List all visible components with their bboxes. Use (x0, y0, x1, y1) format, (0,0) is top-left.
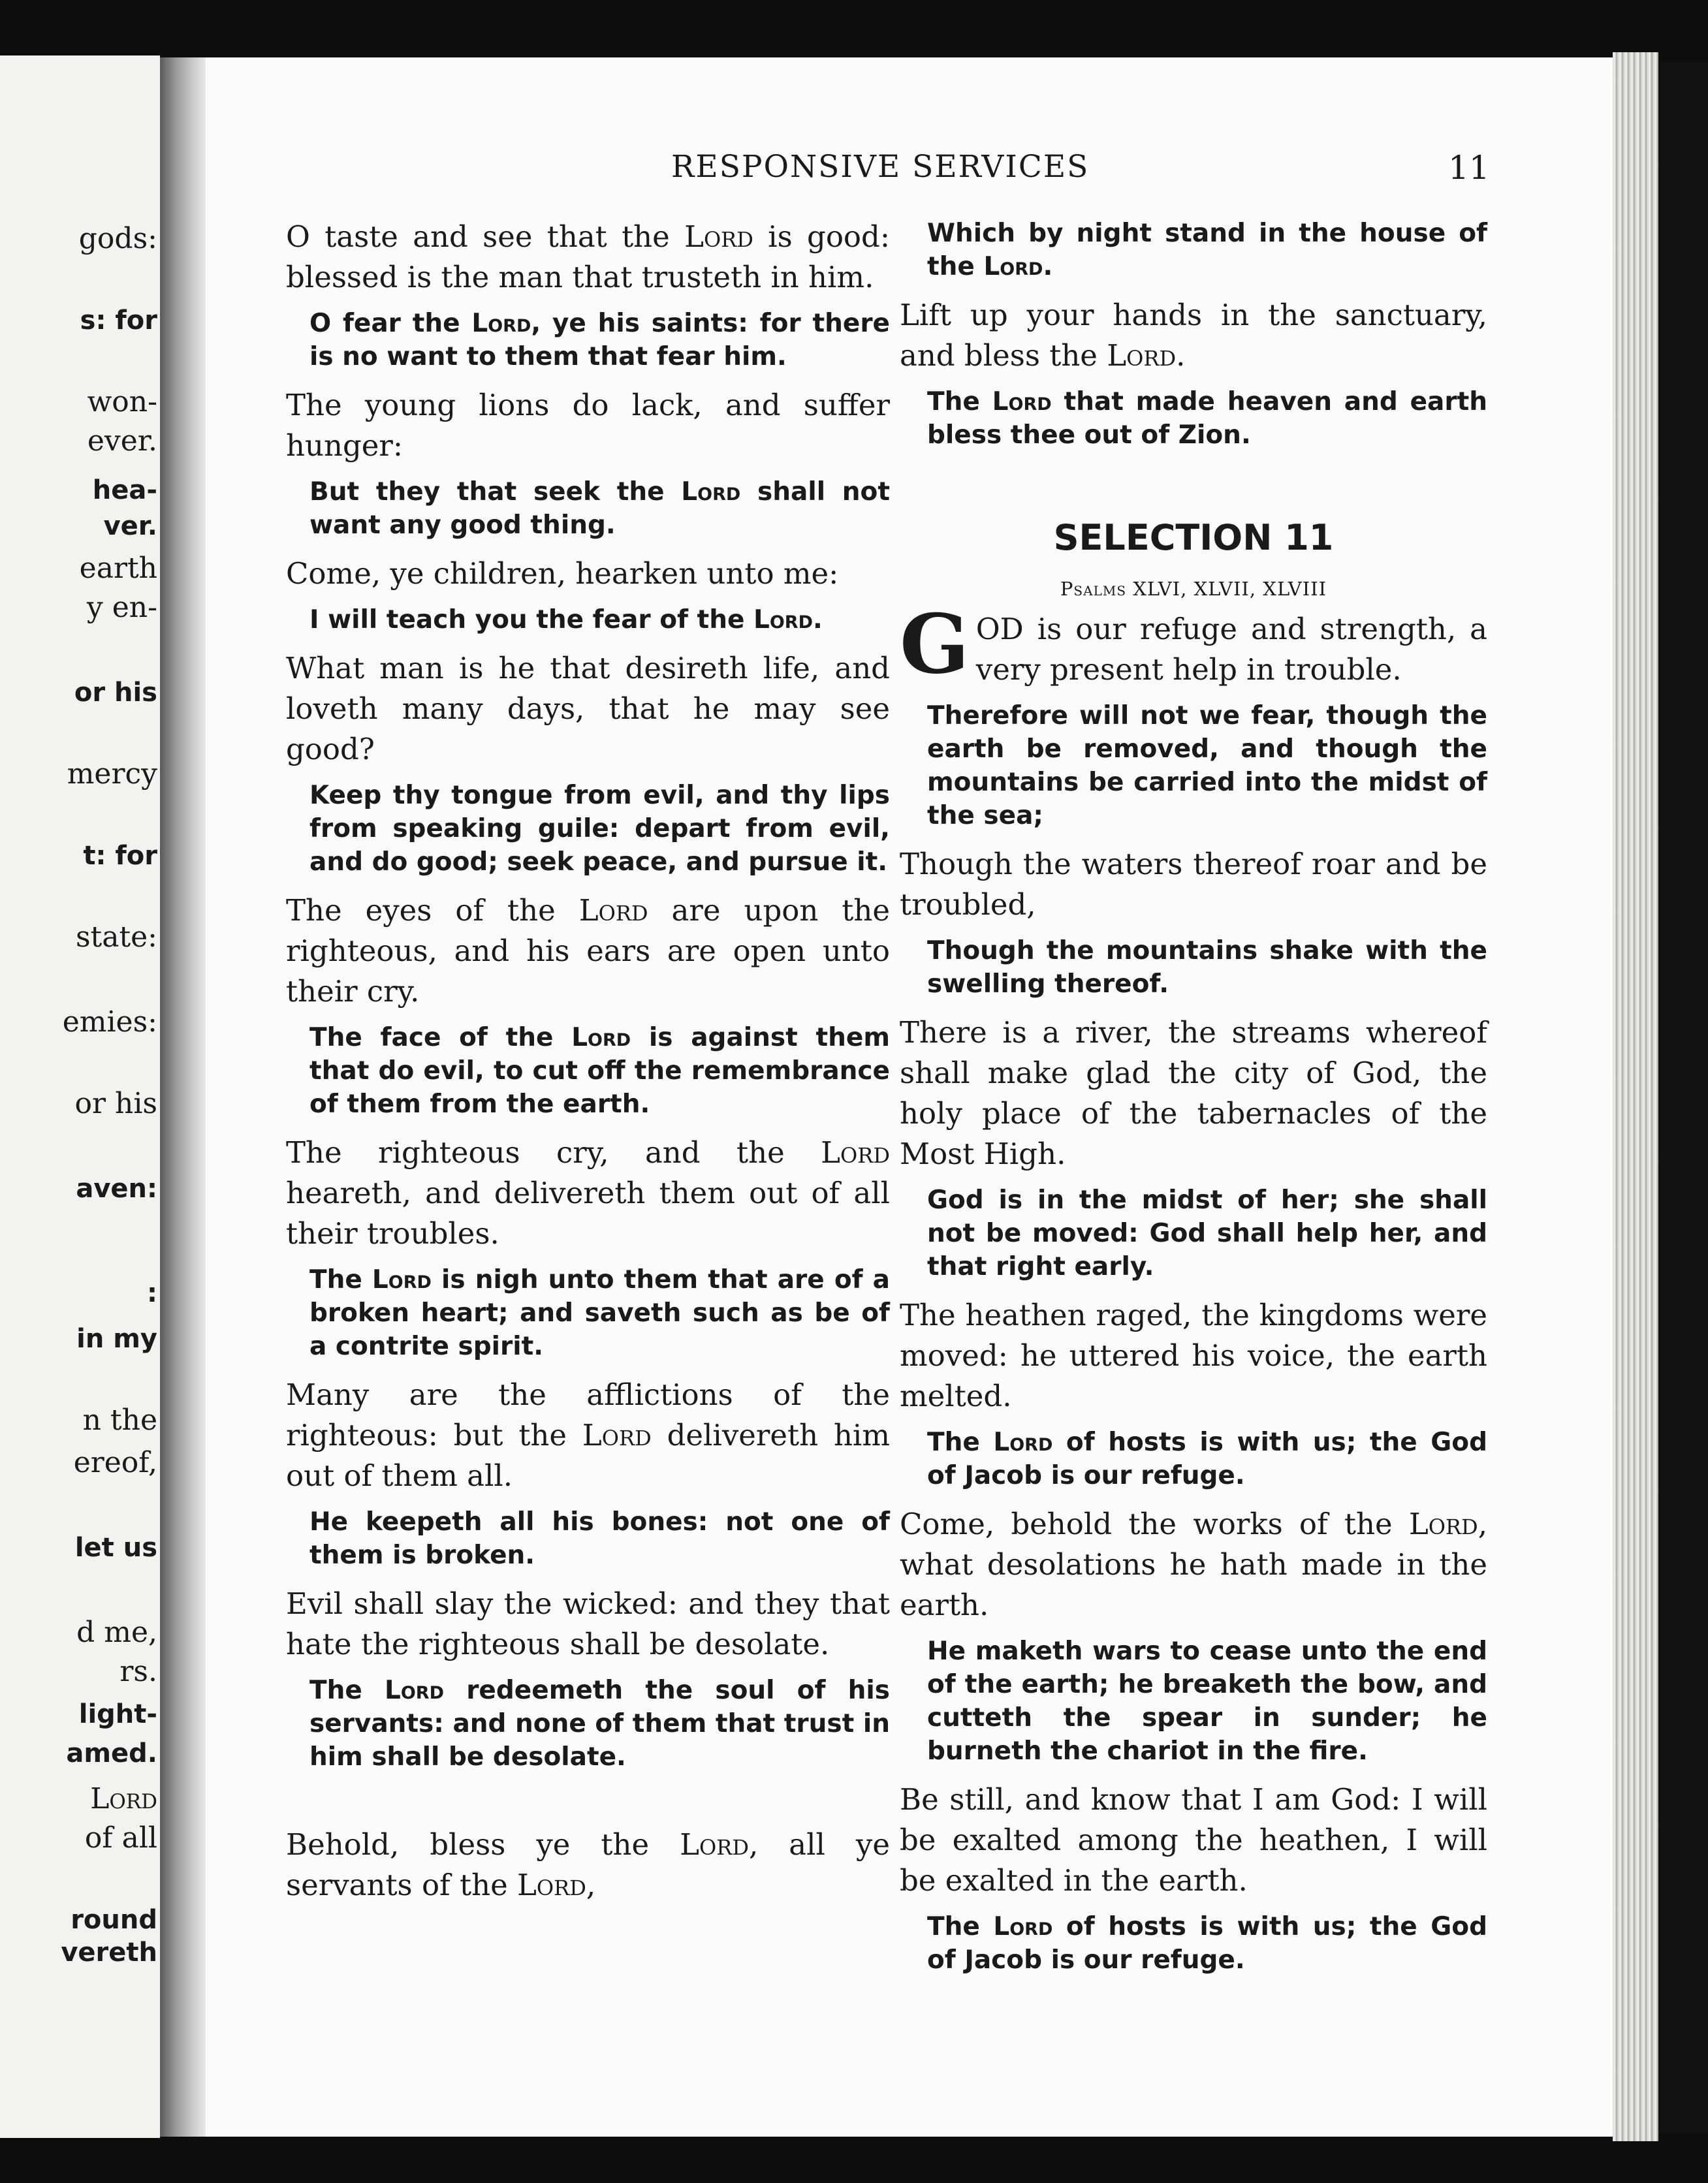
left-page-text-fragment: d me, (76, 1616, 157, 1649)
left-page-text-fragment: or his (74, 1087, 157, 1120)
left-page-text-fragment: earth (79, 552, 157, 585)
left-page-text-fragment: emies: (62, 1005, 157, 1039)
response: Though the mountains shake with the swelling thereof. (927, 936, 1487, 999)
response: Keep thy tongue from evil, and thy lips from speaking guile: depart from evil, and do good; seek peace, and pursue it. (309, 781, 890, 877)
left-page-text-fragment: n the (82, 1404, 157, 1437)
drop-cap: G (900, 597, 970, 692)
left-page-text-fragment: rs. (119, 1655, 157, 1688)
response: Which by night stand in the house of the Lord. (927, 219, 1487, 281)
response: O fear the Lord, ye his saints: for there is no want to them that fear him. (309, 309, 891, 371)
left-page-text-fragment: or his (74, 678, 157, 708)
verse: O taste and see that the Lord is good: blessed is the man that trusteth in him. (286, 219, 890, 294)
verse: There is a river, the streams whereof shall make glad the city of God, the holy place of the tabernacles of the Most High. (900, 1015, 1487, 1171)
left-page-text-fragment: t: for (83, 841, 157, 871)
left-page-text-fragment: ever. (87, 424, 157, 458)
left-page-text-fragment: vereth (61, 1938, 157, 1968)
selection-title: SELECTION 11 (1053, 517, 1334, 558)
left-page-text-fragment: mercy (67, 757, 157, 791)
response: The Lord that made heaven and earth bless thee out of Zion. (927, 387, 1487, 450)
verse: The eyes of the Lord are upon the righteous, and his ears are open unto their cry. (286, 893, 890, 1009)
response: The Lord of hosts is with us; the God of Jacob is our refuge. (927, 1428, 1487, 1490)
verse: The heathen raged, the kingdoms were moved: he uttered his voice, the earth melted. (900, 1298, 1487, 1413)
verse: Lift up your hands in the sanctuary, and bless the Lord. (900, 298, 1487, 373)
verse: What man is he that desireth life, and loveth many days, that he may see good? (286, 651, 890, 766)
left-page-text-fragment: in my (76, 1324, 157, 1354)
left-column (286, 217, 890, 1915)
left-page-text-fragment: of all (84, 1821, 157, 1855)
psalm-reference: Psalms XLVI, XLVII, XLVIII (1060, 578, 1327, 600)
response: The Lord is nigh unto them that are of a broken heart; and saveth such as be of a contrite spirit. (309, 1265, 890, 1361)
response: He keepeth all his bones: not one of them is broken. (309, 1507, 890, 1570)
previous-page-edge (0, 55, 160, 2138)
page-edges (1613, 52, 1658, 2141)
left-page-text-fragment: amed. (66, 1738, 157, 1768)
running-head: RESPONSIVE SERVICES (671, 149, 1090, 185)
verse: Many are the afflictions of the righteous: but the Lord delivereth him out of them all. (286, 1377, 890, 1493)
left-page-text-fragment: s: for (80, 306, 157, 336)
left-page-text-fragment: let us (74, 1533, 157, 1563)
left-page-text-fragment: won- (87, 385, 157, 418)
response: He maketh wars to cease unto the end of the earth; he breaketh the bow, and cutteth the spear in sunder; he burneth the chariot in the fire. (927, 1637, 1487, 1766)
left-page-text-fragment: hea- (92, 475, 157, 505)
verse: The young lions do lack, and suffer hunger: (286, 388, 890, 463)
spacer (286, 1785, 890, 1825)
verse: Though the waters thereof roar and be troubled, (900, 847, 1487, 922)
book-gutter (160, 57, 206, 2137)
left-page-text-fragment: aven: (76, 1174, 157, 1204)
verse: Be still, and know that I am God: I will be exalted among the heathen, I will be exalted in the earth. (900, 1782, 1487, 1898)
left-page-text-fragment: state: (75, 920, 157, 954)
verse: Behold, bless ye the Lord, all ye servants of the Lord, (286, 1827, 890, 1902)
response: Therefore will not we fear, though the earth be removed, and though the mountains be carried into the midst of the sea; (927, 701, 1487, 830)
verse: Evil shall slay the wicked: and they that hate the righteous shall be desolate. (286, 1586, 890, 1661)
scan-border-top (0, 0, 1708, 62)
left-page-text-fragment: gods: (78, 222, 157, 255)
response: God is in the midst of her; she shall not be moved: God shall help her, and that right early. (927, 1186, 1487, 1281)
response: The Lord redeemeth the soul of his servants: and none of them that trust in him shall be desolate. (309, 1676, 890, 1772)
page-number: 11 (1448, 149, 1490, 187)
response: The face of the Lord is against them that do evil, to cut off the remembrance of them from the earth. (309, 1023, 890, 1119)
left-page-text-fragment: round (71, 1905, 157, 1935)
verse-opening: GOD is our refuge and strength, a very present help in trouble. (900, 597, 1487, 692)
verse: The righteous cry, and the Lord heareth, and delivereth them out of all their troubles. (286, 1135, 890, 1251)
left-page-text-fragment: light- (78, 1699, 157, 1729)
left-page-text-fragment: ereof, (73, 1446, 157, 1479)
response: The Lord of hosts is with us; the God of Jacob is our refuge. (927, 1912, 1487, 1975)
left-page-text-fragment: ver. (103, 511, 157, 541)
response: But they that seek the Lord shall not want any good thing. (309, 477, 890, 540)
left-page-text-fragment: Lord (90, 1782, 157, 1815)
right-column (900, 217, 1487, 1988)
scan-border-bottom (0, 2133, 1708, 2183)
verse: Come, behold the works of the Lord, what desolations he hath made in the earth. (900, 1507, 1487, 1622)
left-page-text-fragment: : (147, 1278, 157, 1308)
left-page-text-fragment: y en- (86, 591, 157, 624)
response: I will teach you the fear of the Lord. (309, 605, 823, 635)
verse: Come, ye children, hearken unto me: (286, 556, 839, 591)
